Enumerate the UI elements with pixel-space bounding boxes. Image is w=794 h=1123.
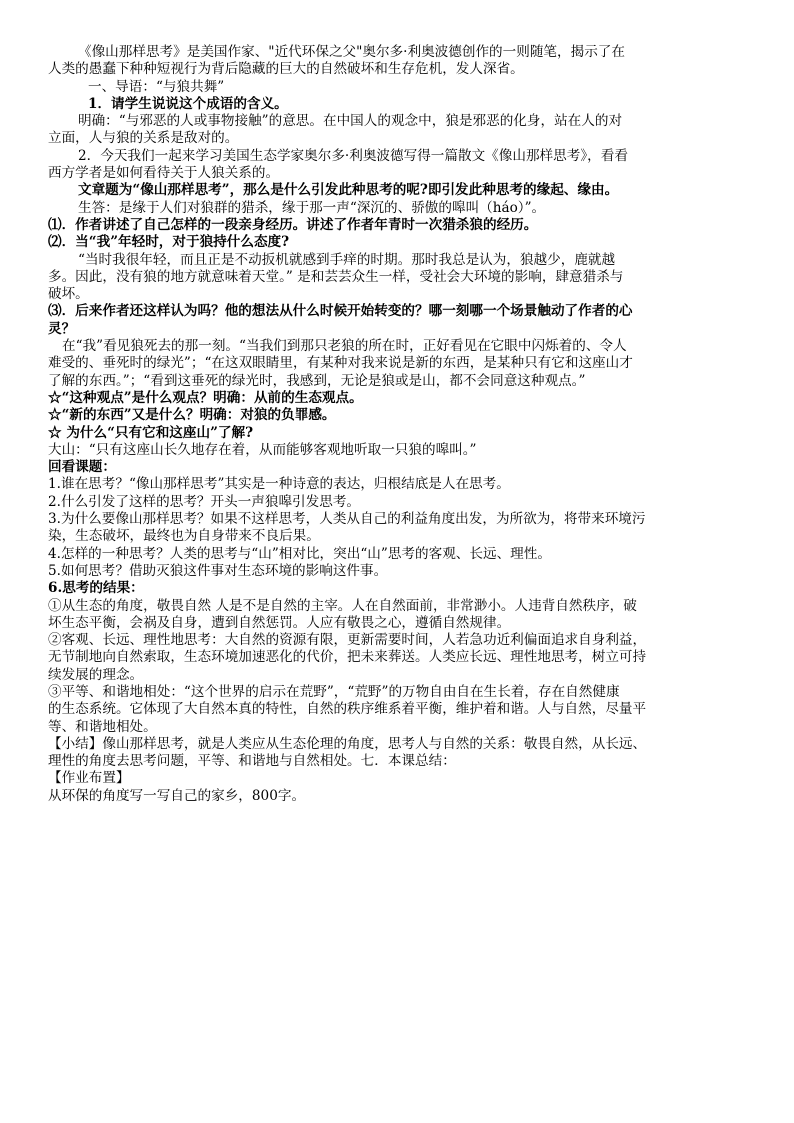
text-line: 4.怎样的一种思考？人类的思考与“山”相对比，突出“山”思考的客观、长远、理性。 bbox=[48, 545, 551, 562]
text-line: 明确：“与邪恶的人或事物接触”的意思。在中国人的观念中，狼是邪恶的化身，站在人的对 bbox=[78, 113, 623, 130]
text-line: 西方学者是如何看待关于人狼关系的。 bbox=[48, 165, 280, 182]
text-line: 多。因此，没有狼的地方就意味着天堂。” 是和芸芸众生一样，受社会大环境的影响，肆意猎杀与 bbox=[48, 268, 624, 285]
text-line: ⑶．后来作者还这样认为吗？他的想法从什么时候开始转变的？哪一刻哪一个场景触动了作者的心 bbox=[48, 303, 633, 320]
text-line: 立面，人与狼的关系是敌对的。 bbox=[48, 130, 239, 147]
text-line: 《像山那样思考》是美国作家、"近代环保之父"奥尔多·利奥波德创作的一则随笔，揭示了在 bbox=[78, 44, 625, 60]
text-line: 大山：“只有这座山长久地存在着，从而能够客观地听取一只狼的嗥叫。” bbox=[48, 441, 477, 458]
text-line: 2．今天我们一起来学习美国生态学家奥尔多·利奥波德写得一篇散文《像山那样思考》，看看 bbox=[78, 147, 628, 164]
text-line: 生答：是缘于人们对狼群的猎杀，缘于那一声“深沉的、骄傲的嗥叫（háo）”。 bbox=[78, 199, 546, 216]
text-line: 无节制地向自然索取，生态环境加速恶化的代价，把未来葬送。人类应长远、理性地思考，树立可持 bbox=[48, 649, 647, 666]
text-line: 理性的角度去思考问题，平等、和谐地与自然相处。七．本课总结： bbox=[48, 753, 456, 770]
text-line: 的生态系统。它体现了大自然本真的特性，自然的秩序维系着平衡，维护着和谐。人与自然，尽量平 bbox=[48, 701, 647, 718]
text-line: ③平等、和谐地相处：“这个世界的启示在荒野”，“荒野”的万物自由自在生长着，存在自然健康 bbox=[48, 683, 620, 700]
text-line: ☆“这种观点”是什么观点？明确：从前的生态观点。 bbox=[48, 389, 363, 406]
text-line: 回看课题： bbox=[48, 459, 116, 476]
text-line: 难受的、垂死时的绿光”；“在这双眼睛里，有某种对我来说是新的东西，是某种只有它和这座山才 bbox=[48, 355, 633, 372]
text-line: ☆ 为什么“只有它和这座山”了解? bbox=[48, 424, 254, 441]
text-line: 等、和谐地相处。 bbox=[48, 718, 157, 735]
text-line: 续发展的理念。 bbox=[48, 666, 144, 683]
text-line: 人类的愚蠢下种种短视行为背后隐藏的巨大的自然破坏和生存危机，发人深省。 bbox=[48, 61, 524, 78]
text-line: ②客观、长远、理性地思考：大自然的资源有限，更新需要时间，人若急功近利偏面追求自身利益， bbox=[48, 632, 647, 649]
text-line: 灵？ bbox=[48, 320, 76, 337]
text-line: 1.谁在思考？“像山那样思考”其实是一种诗意的表达，归根结底是人在思考。 bbox=[48, 476, 510, 493]
text-line: 5.如何思考？借助灭狼这件事对生态环境的影响这件事。 bbox=[48, 562, 388, 579]
text-line: 2.什么引发了这样的思考？开头一声狼嗥引发思考。 bbox=[48, 493, 361, 510]
text-line: 【小结】像山那样思考，就是人类应从生态伦理的角度，思考人与自然的关系：敬畏自然，从长远、 bbox=[48, 735, 647, 752]
document-body bbox=[48, 44, 756, 805]
text-line: 6.思考的结果： bbox=[48, 580, 144, 597]
text-line: 坏生态平衡，会祸及自身，遭到自然惩罚。人应有敬畏之心，遵循自然规律。 bbox=[48, 614, 511, 631]
text-line: 从环保的角度写一写自己的家乡，800字。 bbox=[48, 787, 306, 804]
text-line: 【作业布置】 bbox=[48, 770, 130, 787]
text-line: ⑴．作者讲述了自己怎样的一段亲身经历。讲述了作者年青时一次猎杀狼的经历。 bbox=[48, 216, 538, 233]
text-line: 3.为什么要像山那样思考？如果不这样思考，人类从自己的利益角度出发，为所欲为，将带来环境污 bbox=[48, 511, 646, 528]
text-line: ⑵．当“我”年轻时，对于狼持什么态度? bbox=[48, 234, 290, 251]
text-line: 了解的东西。”；“看到这垂死的绿光时，我感到，无论是狼或是山，都不会同意这种观点。” bbox=[48, 372, 586, 389]
text-line: 文章题为“像山那样思考”，那么是什么引发此种思考的呢?即引发此种思考的缘起、缘由。 bbox=[78, 182, 619, 199]
text-line: “当时我很年轻，而且正是不动扳机就感到手痒的时期。那时我总是认为，狼越少，鹿就越 bbox=[78, 251, 616, 268]
text-line: 染，生态破坏，最终也为自身带来不良后果。 bbox=[48, 528, 320, 545]
text-line: 1．请学生说说这个成语的含义。 bbox=[88, 95, 288, 112]
text-line: 一、导语：“与狼共舞” bbox=[88, 78, 225, 95]
text-line: 破坏。 bbox=[48, 286, 89, 303]
text-line: ①从生态的角度，敬畏自然 人是不是自然的主宰。人在自然面前，非常渺小。人违背自然秩序，破 bbox=[48, 597, 637, 614]
text-line: 在“我”看见狼死去的那一刻。“当我们到那只老狼的所在时，正好看见在它眼中闪烁着的、令人 bbox=[62, 338, 627, 355]
text-line: ☆“新的东西”又是什么？明确：对狼的负罪感。 bbox=[48, 407, 336, 424]
